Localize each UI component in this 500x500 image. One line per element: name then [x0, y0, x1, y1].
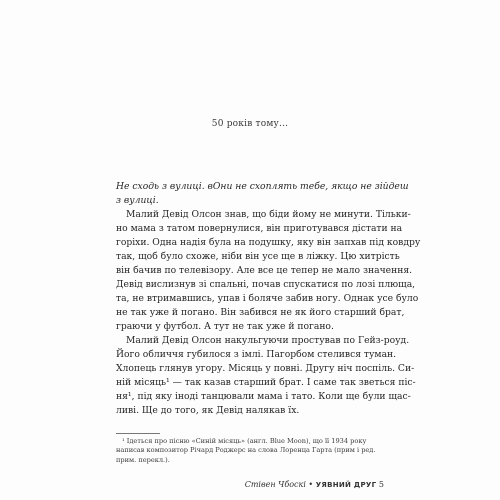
text-line: Девід вислизнув зі спальні, почав спускатися по лозі плюща, [116, 279, 416, 290]
footnote-line: ¹ Ідеться про пісню «Синій місяць» (англ. Blue Moon), що її 1934 року [122, 437, 367, 445]
footnote-line: прим. перекл.). [116, 455, 170, 464]
text-line: так, щоб було схоже, ніби він усе ще в ліжку. Цю хитрість [116, 251, 400, 262]
text-line: но мама з татом повернулися, він приготувався дістати на [116, 223, 403, 234]
running-footer [245, 480, 384, 489]
text-line: Його обличчя губилося з імлі. Пагорбом стелився туман. [116, 349, 397, 360]
text-line: ливі. Ще до того, як Девід налякав їх. [116, 405, 300, 416]
footer-separator: • [308, 480, 314, 489]
text-line: Малий Девід Олсон накульгуючи простував по Гейз-роуд. [126, 335, 410, 346]
epigraph: 50 років тому... [211, 119, 289, 129]
text-line: горіхи. Одна надія була на подушку, яку він запхав під ковдру [116, 237, 421, 248]
text-line: Малий Девід Олсон знав, що біди йому не минути. Тільки- [126, 209, 411, 220]
footnote-divider [116, 433, 160, 434]
text-line: та, не втримавшись, упав і боляче забив ногу. Однак усе було [116, 293, 419, 304]
footer-book-title: УЯВНИЙ ДРУГ [315, 481, 377, 489]
footer-author: Стівен Чбоскі [244, 480, 306, 489]
body-text [116, 180, 421, 418]
footnotes [116, 437, 384, 465]
text-line: з вулиці. [116, 195, 159, 206]
text-line: ня¹, під яку іноді танцювали мама і тато. Коли ще були щас- [116, 391, 411, 402]
footnote-line: написав композитор Річард Роджерс на слова Лоренца Гарта (прим і ред. [116, 446, 376, 455]
text-line: Не сходь з вулиці. вОни не схоплять тебе, якщо не зійдеш [116, 181, 409, 192]
text-line: не так уже й погано. Він забився не як його старший брат, [116, 307, 405, 318]
text-line: Хлопець глянув угору. Місяць у повні. Другу ніч поспіль. Си- [116, 363, 415, 374]
page-number: 5 [378, 480, 384, 489]
text-line: він бачив по телевізору. Але все це тепер не мало значення. [116, 265, 413, 276]
text-line: ній місяць¹ — так казав старший брат. І саме так зветься піс- [116, 377, 416, 388]
text-line: граючи у футбол. А тут не так уже й погано. [116, 321, 334, 332]
